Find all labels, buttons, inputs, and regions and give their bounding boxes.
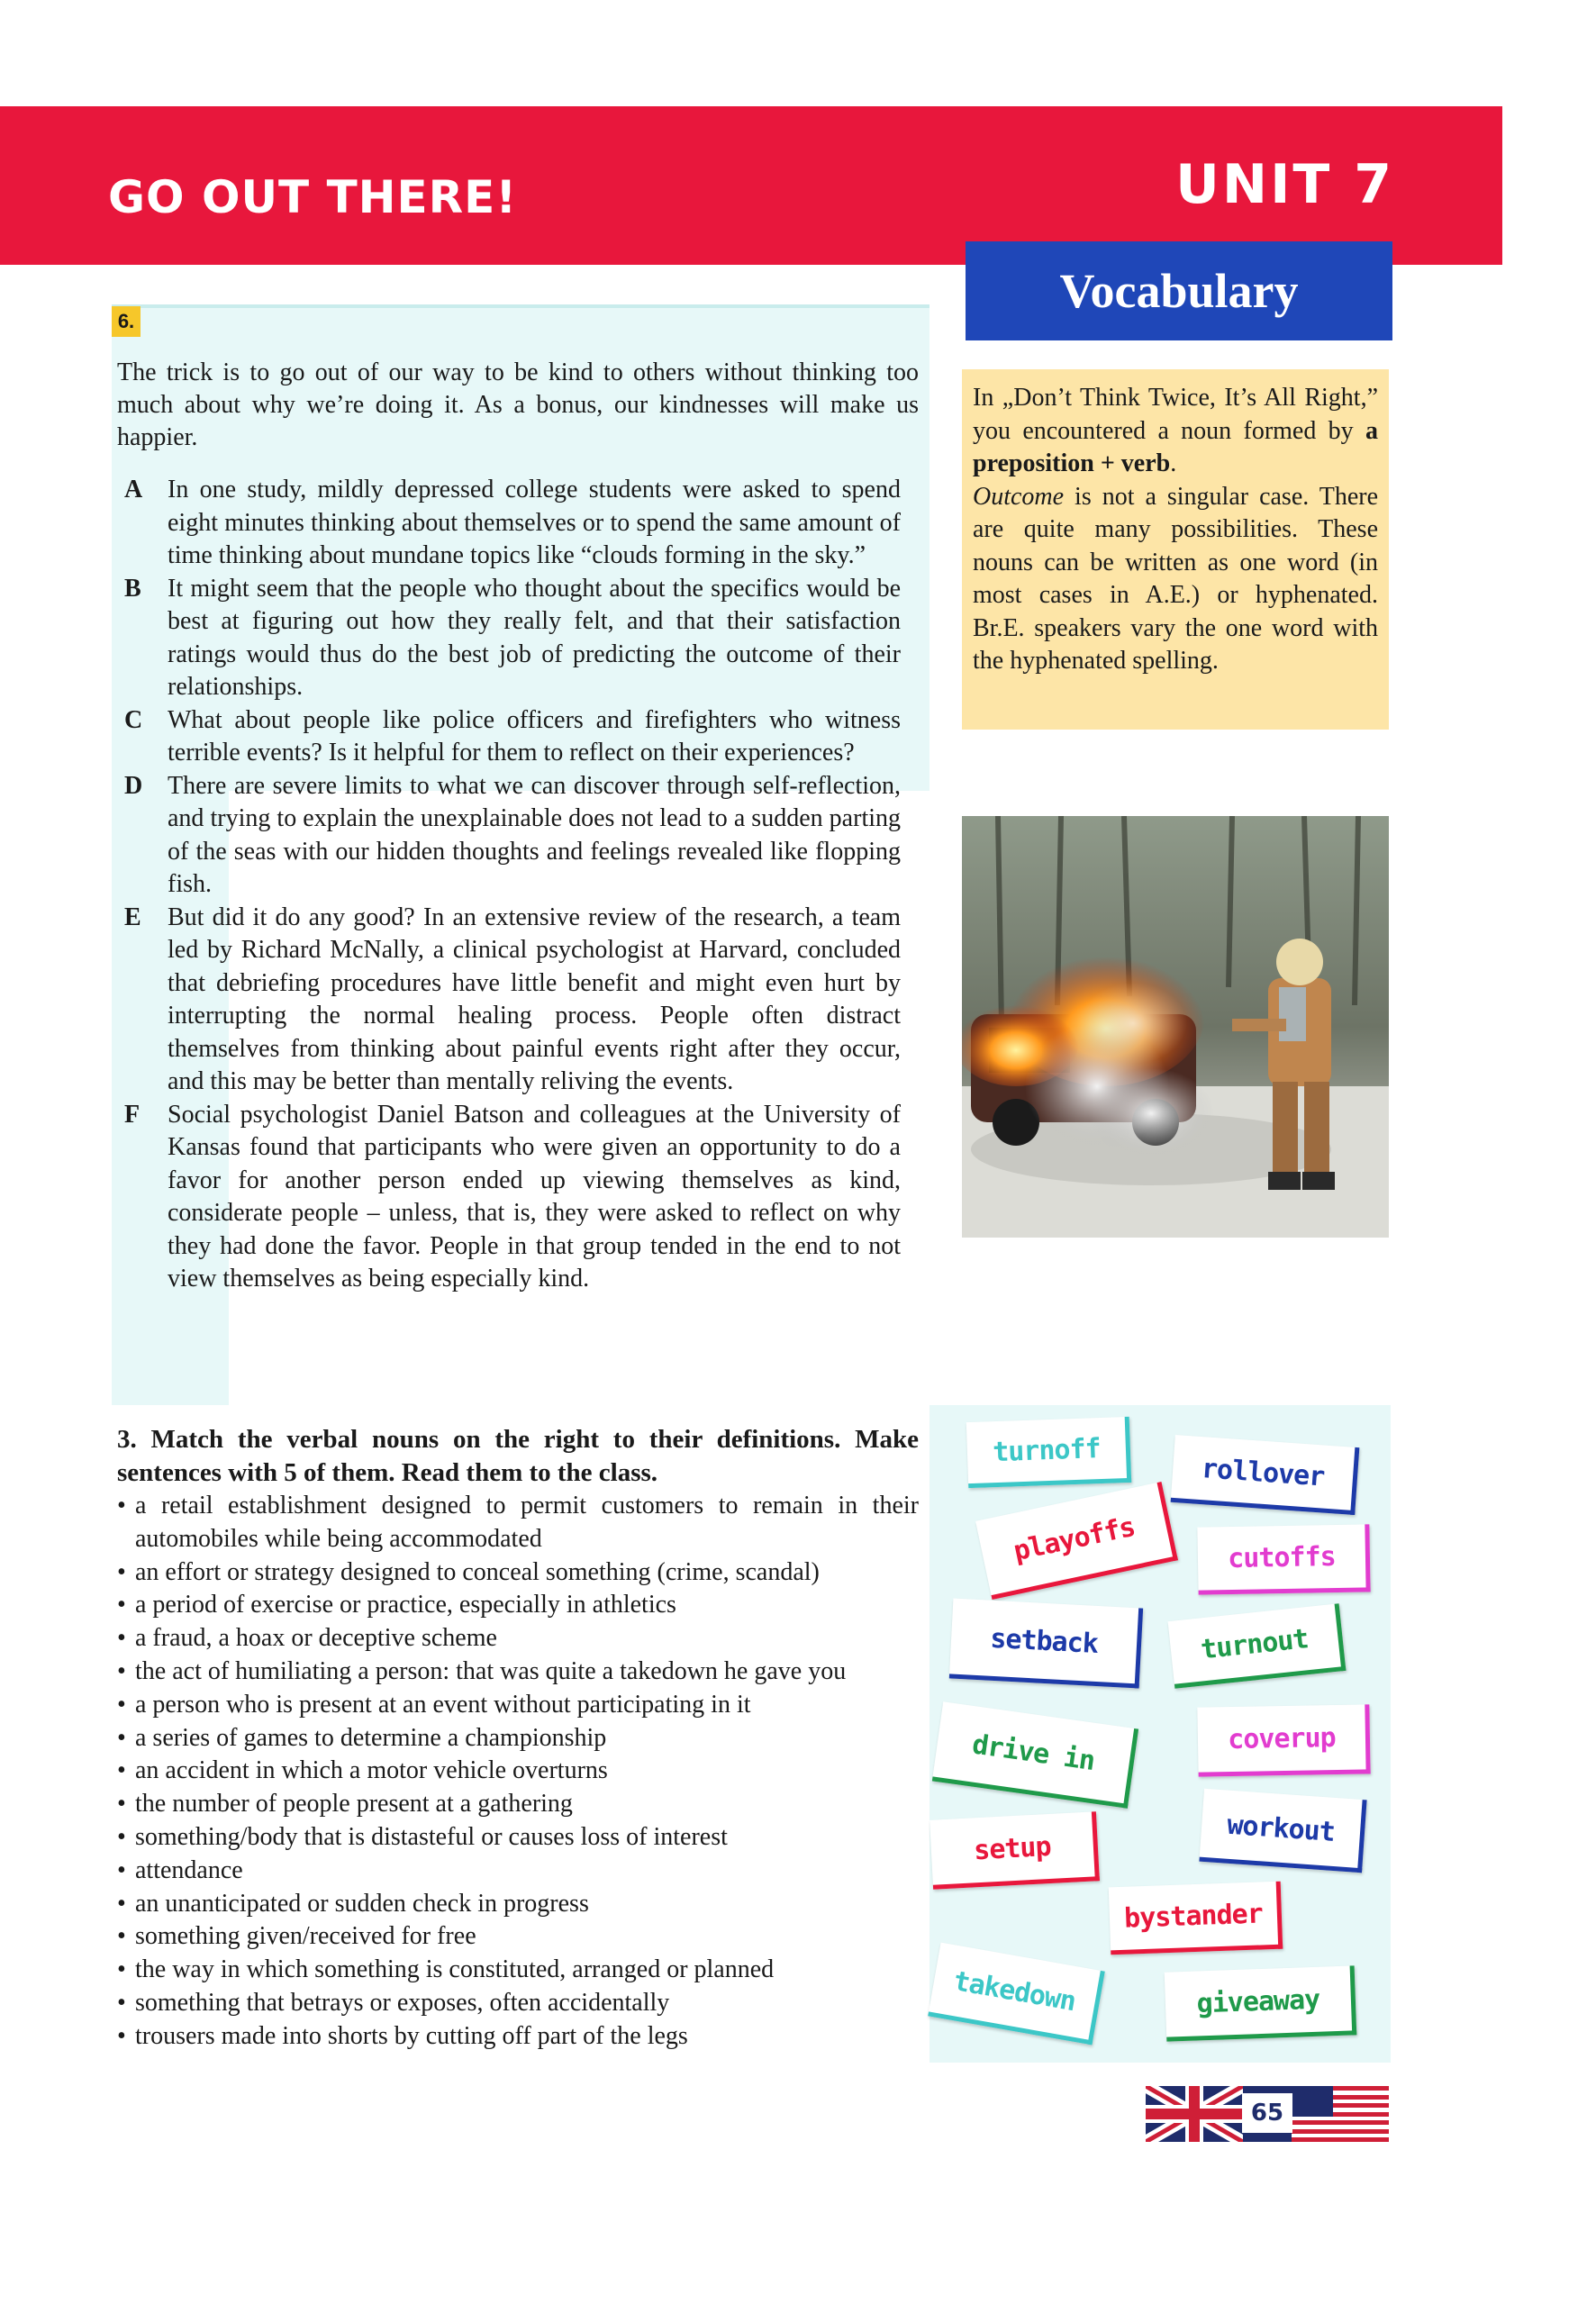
item-text: But did it do any good? In an extensive review of the research, a team led by Richard McNally, a clinical psychologist at Harvard, concluded that debriefing procedures have little benefit and might even hurt by interrupting the normal healing process. People often distract themselves from thinking about painful events right after they occur, and this may be better than mentally reliving the events. bbox=[168, 903, 901, 1095]
firefighter-photo bbox=[962, 816, 1389, 1238]
us-flag-icon bbox=[1292, 2086, 1389, 2142]
word-card-takedown: takedown bbox=[928, 1943, 1105, 2045]
list-item bbox=[124, 902, 901, 1099]
item-letter: C bbox=[124, 705, 143, 734]
note-body: is not a singular case. There are quite many possibilities. These nouns can be written as one word (in most cases in A.E.) or hyphenated. Br.E. speakers vary the one word with the hyphenated spelling. bbox=[973, 482, 1378, 675]
item-letter: F bbox=[124, 1100, 141, 1129]
list-item bbox=[124, 1099, 901, 1296]
item-letter: D bbox=[124, 771, 143, 800]
item-text: It might seem that the people who thought about the specifics would be best at figuring out how they really felt, and that their satisfaction ratings would thus do the best job of predicting the outcome of their relationships. bbox=[168, 574, 901, 701]
list-item: • an accident in which a motor vehicle overturns bbox=[117, 1755, 919, 1788]
note-intro: In „Don’t Think Twice, It’s All Right,” you encountered a noun formed by bbox=[973, 384, 1378, 445]
list-item: • a fraud, a hoax or deceptive scheme bbox=[117, 1622, 919, 1655]
word-card-drive-in: drive in bbox=[932, 1701, 1138, 1809]
item-text: Social psychologist Daniel Batson and colleagues at the University of Kansas found that participants who were given an opportunity to do a favor for another person ended up viewing themselves as kind, considerate people – unless, that is, they were asked to reflect on why they had done the favor. People in that group tended in the end to not view themselves as being especially kind. bbox=[168, 1100, 901, 1293]
list-item: • trousers made into shorts by cutting off part of the legs bbox=[117, 2020, 919, 2054]
exercise-number-badge: 6. bbox=[112, 306, 141, 337]
list-item: • something/body that is distasteful or causes loss of interest bbox=[117, 1821, 919, 1855]
unit-label: UNIT 7 bbox=[1175, 153, 1394, 216]
note-bold-term: a preposition + verb bbox=[973, 416, 1379, 477]
word-card-setup: setup bbox=[929, 1811, 1100, 1890]
page-title: GO OUT THERE! bbox=[108, 171, 518, 223]
exercise-6-items bbox=[124, 474, 901, 1296]
word-card-giveaway: giveaway bbox=[1165, 1965, 1357, 2041]
list-item: • a person who is present at an event without participating in it bbox=[117, 1689, 919, 1722]
list-item: • a retail establishment designed to permit customers to remain in their automobiles while being accommodated bbox=[117, 1490, 919, 1556]
list-item bbox=[124, 770, 901, 902]
word-card-playoffs: playoffs bbox=[975, 1482, 1178, 1600]
item-letter: E bbox=[124, 903, 141, 931]
word-card-rollover: rollover bbox=[1171, 1435, 1360, 1515]
definitions-list bbox=[117, 1490, 919, 2054]
list-item bbox=[124, 474, 901, 573]
item-text: There are severe limits to what we can discover through self-reflection, and trying to explain the unexplainable does not lead to a sudden parting of the seas with our hidden thoughts and feelings revealed like flopping fish. bbox=[168, 771, 901, 898]
word-card-workout: workout bbox=[1199, 1789, 1366, 1873]
list-item bbox=[124, 573, 901, 704]
list-item: • the way in which something is constituted, arranged or planned bbox=[117, 1954, 919, 1987]
word-card-coverup: coverup bbox=[1197, 1704, 1370, 1776]
section-tab-vocabulary: Vocabulary bbox=[966, 241, 1392, 340]
burning-car-image bbox=[962, 816, 1389, 1238]
note-period: . bbox=[1170, 449, 1177, 477]
list-item: • the act of humiliating a person: that was quite a takedown he gave you bbox=[117, 1655, 919, 1689]
list-item: • the number of people present at a gathering bbox=[117, 1788, 919, 1821]
list-item: • attendance bbox=[117, 1855, 919, 1888]
list-item: • something given/received for free bbox=[117, 1920, 919, 1954]
list-item: • a period of exercise or practice, especially in athletics bbox=[117, 1589, 919, 1622]
list-item bbox=[124, 704, 901, 770]
item-letter: B bbox=[124, 574, 141, 603]
list-item: • something that betrays or exposes, often accidentally bbox=[117, 1987, 919, 2020]
note-example-word: Outcome bbox=[973, 482, 1065, 511]
list-item: • a series of games to determine a championship bbox=[117, 1722, 919, 1755]
list-item: • an effort or strategy designed to conceal something (crime, scandal) bbox=[117, 1556, 919, 1590]
exercise-6-intro: The trick is to go out of our way to be kind to others without thinking too much about why we’re doing it. As a bonus, our kindnesses will make us happier. bbox=[117, 358, 919, 451]
list-item: • an unanticipated or sudden check in progress bbox=[117, 1888, 919, 1921]
word-card-cutoffs: cutoffs bbox=[1197, 1524, 1370, 1594]
uk-flag-icon bbox=[1146, 2086, 1243, 2142]
word-card-turnoff: turnoff bbox=[966, 1417, 1131, 1488]
word-card-bystander: bystander bbox=[1109, 1882, 1283, 1955]
word-card-turnout: turnout bbox=[1168, 1603, 1347, 1689]
item-text: What about people like police officers and firefighters who witness terrible events? Is it helpful for them to reflect on their experiences? bbox=[168, 705, 901, 766]
vocabulary-note bbox=[962, 369, 1389, 730]
divider bbox=[112, 304, 929, 308]
item-letter: A bbox=[124, 476, 143, 503]
word-card-setback: setback bbox=[949, 1599, 1143, 1689]
exercise-3-title: 3. Match the verbal nouns on the right to their definitions. Make sentences with 5 of them. Read them to the class. bbox=[117, 1425, 919, 1487]
item-text: In one study, mildly depressed college students were asked to spend eight minutes thinking about themselves or to spend the same amount of time thinking about mundane topics like “clouds forming in the sky.” bbox=[168, 476, 901, 569]
page-number: 65 bbox=[1242, 2093, 1292, 2133]
